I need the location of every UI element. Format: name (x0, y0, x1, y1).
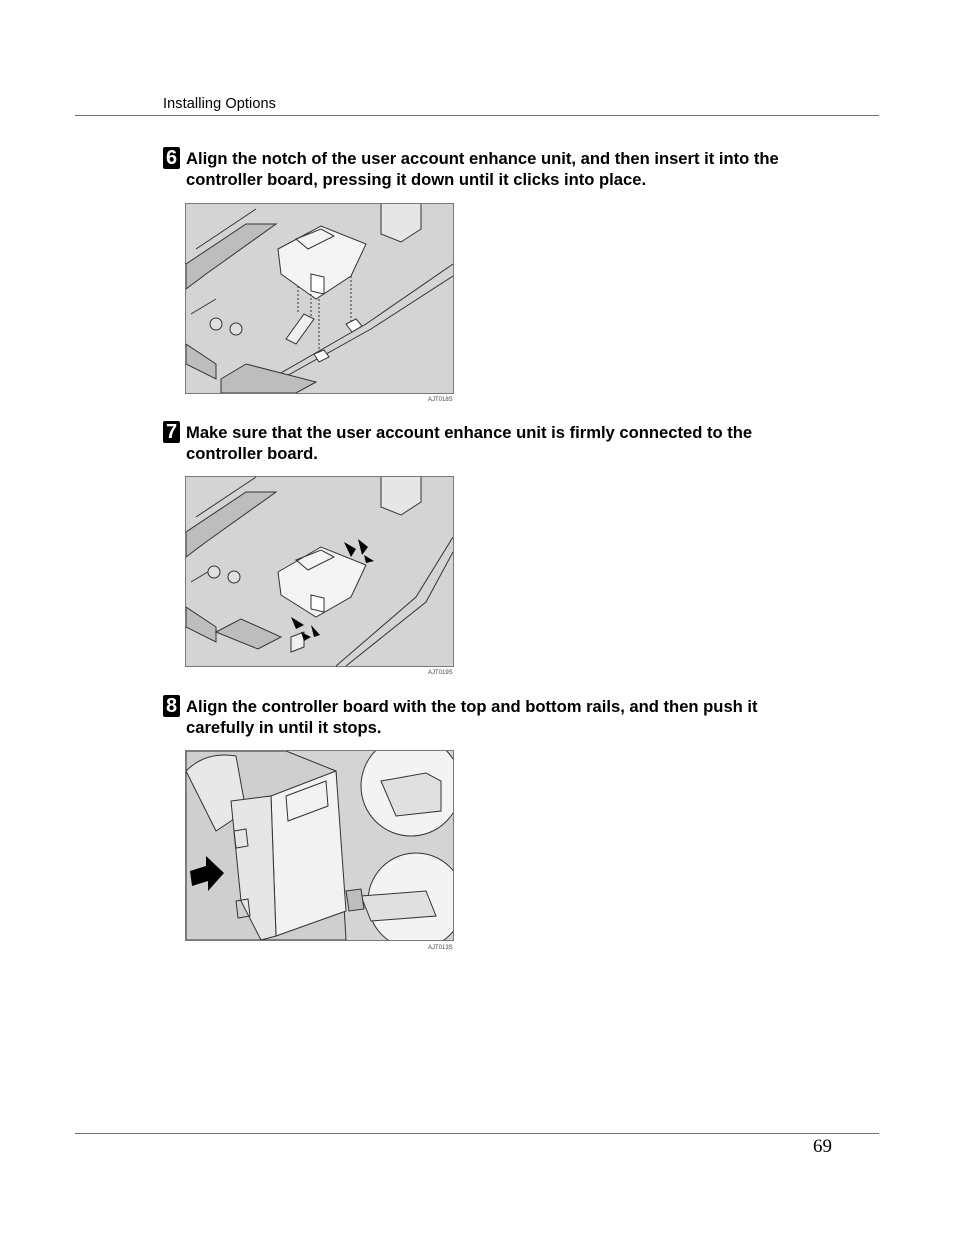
footer-rule (75, 1133, 879, 1134)
step-7-illustration (185, 476, 454, 667)
step-8-illustration (185, 750, 454, 941)
step-6-illustration (185, 203, 454, 394)
running-header: Installing Options (163, 96, 277, 112)
header-rule (75, 115, 879, 116)
step-instruction: Align the notch of the user account enhance unit, and then insert it into the controller board, pressing it down until it clicks into place. (186, 149, 779, 189)
page-number: 69 (813, 1136, 832, 1157)
figure-code: AJT019S (428, 670, 453, 676)
step-number-badge: 8 (163, 695, 180, 717)
step-instruction: Make sure that the user account enhance unit is firmly connected to the controller board. (186, 423, 753, 463)
step-number-badge: 7 (163, 421, 180, 443)
step-instruction: Align the controller board with the top and bottom rails, and then push it carefully in until it stops. (186, 697, 758, 737)
step-number-badge: 6 (163, 147, 180, 169)
figure-code: AJT018S (428, 397, 453, 403)
figure-code: AJT013S (428, 945, 453, 951)
